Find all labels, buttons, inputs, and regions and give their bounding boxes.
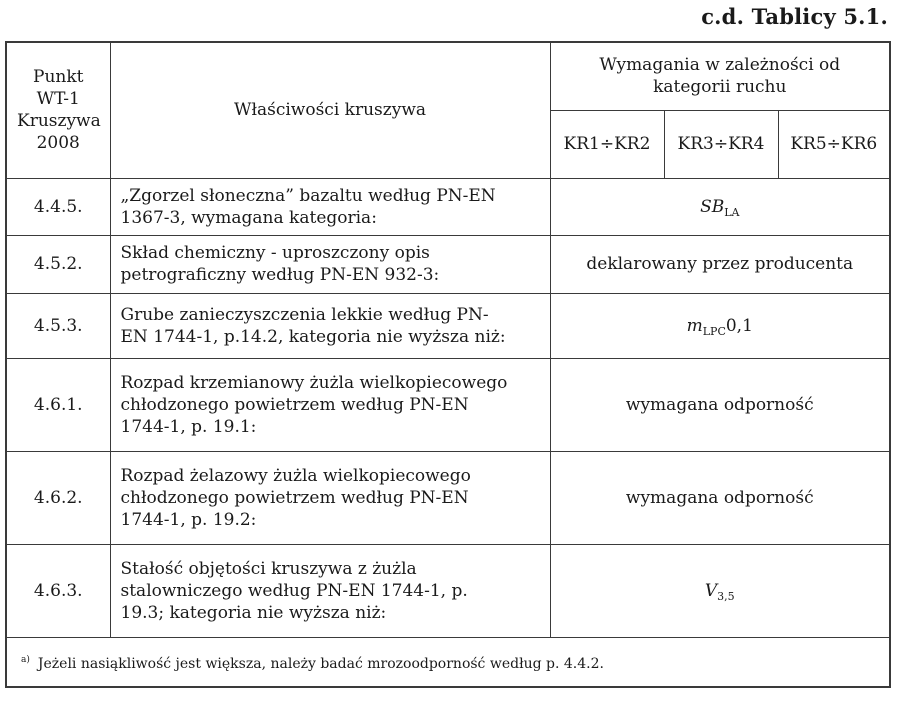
requirement-symbol: SB (700, 196, 725, 217)
requirement-value: 0,1 (725, 315, 753, 336)
header-punkt-line: Kruszywa (17, 111, 101, 132)
row-description-line: chłodzonego powietrzem według PN-EN (120, 394, 469, 415)
row-description-line: Rozpad żelazowy żużla wielkopiecowego (120, 465, 471, 486)
table-row (6, 178, 890, 235)
row-requirement: deklarowany przez producenta (550, 235, 890, 293)
requirements-table (5, 41, 891, 688)
row-punkt: 4.6.2. (6, 451, 110, 544)
row-description-line: chłodzonego powietrzem według PN-EN (120, 487, 469, 508)
table-row (6, 293, 890, 358)
requirement-subscript: LPC (702, 324, 726, 338)
row-description (110, 178, 550, 235)
row-description-line: Stałość objętości kruszywa z żużla (120, 558, 417, 579)
row-description-line: petrograficzny według PN-EN 932-3: (120, 265, 440, 285)
row-requirement (550, 178, 890, 235)
row-description-line: „Zgorzel słoneczna” bazaltu według PN-EN (120, 185, 496, 206)
row-description (110, 235, 550, 293)
requirement-symbol: m (686, 315, 703, 336)
row-description (110, 544, 550, 637)
footnote (6, 637, 890, 687)
header-punkt-line: WT-1 (36, 89, 80, 110)
header-category: KR1÷KR2 (550, 110, 664, 178)
table-row (6, 358, 890, 451)
header-wymagania-line: kategorii ruchu (653, 77, 787, 98)
table-row (6, 235, 890, 293)
footnote-marker: a) (21, 654, 30, 665)
row-description-line: stalowniczego według PN-EN 1744-1, p. (120, 580, 468, 601)
row-punkt: 4.5.3. (6, 293, 110, 358)
row-description-line: 1367-3, wymagana kategoria: (120, 207, 377, 228)
row-description-line: Grube zanieczyszczenia lekkie według PN- (120, 304, 489, 325)
header-punkt-line: 2008 (36, 133, 80, 154)
header-category: KR3÷KR4 (664, 110, 778, 178)
row-requirement: wymagana odporność (550, 451, 890, 544)
row-description-line: 19.3; kategoria nie wyższa niż: (120, 602, 387, 623)
table-row (6, 451, 890, 544)
row-requirement (550, 544, 890, 637)
requirement-subscript: 3,5 (717, 589, 735, 603)
footnote-row (6, 637, 890, 687)
header-wlasciwosci: Właściwości kruszywa (110, 42, 550, 178)
header-punkt-line: Punkt (33, 67, 84, 88)
header-punkt (6, 42, 110, 178)
row-punkt: 4.5.2. (6, 235, 110, 293)
header-wymagania-line: Wymagania w zależności od (599, 55, 841, 76)
row-punkt: 4.6.1. (6, 358, 110, 451)
row-punkt: 4.4.5. (6, 178, 110, 235)
row-description-line: 1744-1, p. 19.2: (120, 509, 257, 530)
row-description-line: EN 1744-1, p.14.2, kategoria nie wyższa niż: (120, 326, 506, 347)
row-description-line: Rozpad krzemianowy żużla wielkopiecowego (120, 372, 508, 393)
header-category: KR5÷KR6 (778, 110, 890, 178)
header-wymagania (550, 42, 890, 110)
row-requirement (550, 293, 890, 358)
row-punkt: 4.6.3. (6, 544, 110, 637)
row-description-line: 1744-1, p. 19.1: (120, 416, 257, 437)
row-description (110, 293, 550, 358)
requirement-subscript: LA (724, 205, 740, 219)
table-row (6, 544, 890, 637)
row-description-line: Skład chemiczny - uproszczony opis (120, 243, 430, 263)
requirement-symbol: V (704, 580, 718, 601)
row-description (110, 358, 550, 451)
row-description (110, 451, 550, 544)
table-caption: c.d. Tablicy 5.1. (701, 4, 888, 29)
row-requirement: wymagana odporność (550, 358, 890, 451)
footnote-text: Jeżeli nasiąkliwość jest większa, należy badać mrozoodporność według p. 4.4.2. (37, 655, 604, 672)
